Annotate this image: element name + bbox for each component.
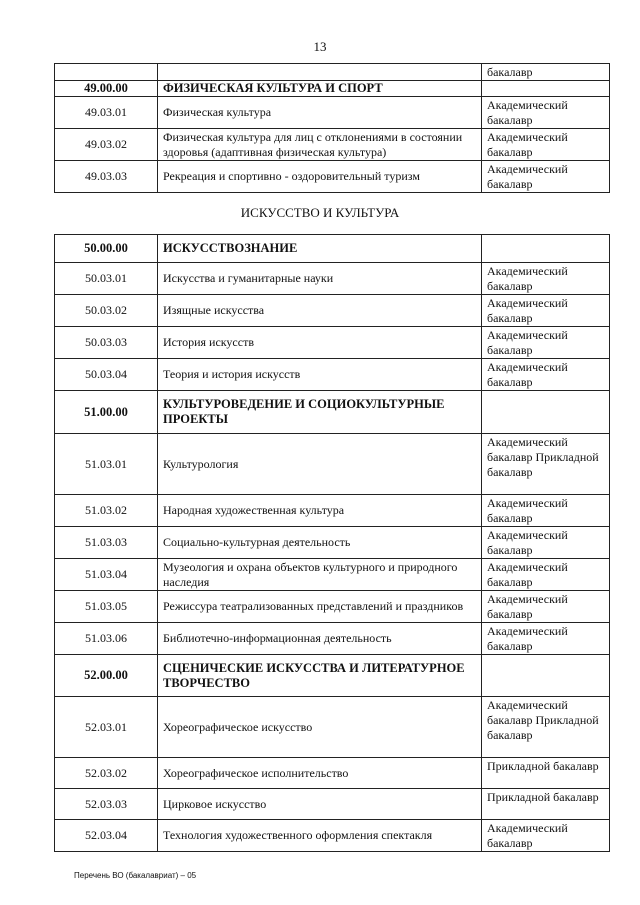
qualification-cell: Прикладной бакалавр — [482, 758, 610, 789]
table-row — [55, 495, 610, 527]
code-cell: 49.03.02 — [55, 129, 158, 161]
name-cell: Хореографическое исполнительство — [158, 758, 482, 789]
group-code-cell: 49.00.00 — [55, 81, 158, 97]
group-code-cell: 51.00.00 — [55, 391, 158, 434]
qualification-cell: Академический бакалавр — [482, 559, 610, 591]
group-name-cell: ИСКУССТВОЗНАНИЕ — [158, 235, 482, 263]
qualification-cell: Академический бакалавр Прикладной бакалавр — [482, 434, 610, 495]
qualification-cell: Прикладной бакалавр — [482, 789, 610, 820]
table-row — [55, 697, 610, 758]
qualification-cell: Академический бакалавр — [482, 359, 610, 391]
table-row — [55, 758, 610, 789]
qualification-cell: Академический бакалавр — [482, 161, 610, 193]
name-cell: Хореографическое искусство — [158, 697, 482, 758]
code-cell: 50.03.03 — [55, 327, 158, 359]
footer-note: Перечень ВО (бакалавриат) – 05 — [74, 871, 197, 880]
programs-table-sport — [54, 63, 610, 193]
table-row — [55, 263, 610, 295]
name-cell — [158, 64, 482, 81]
table-row — [55, 97, 610, 129]
name-cell: Физическая культура для лиц с отклонениями в состоянии здоровья (адаптивная физическая культура) — [158, 129, 482, 161]
code-cell: 52.03.01 — [55, 697, 158, 758]
code-cell: 52.03.04 — [55, 820, 158, 852]
group-name-cell: СЦЕНИЧЕСКИЕ ИСКУССТВА И ЛИТЕРАТУРНОЕ ТВОРЧЕСТВО — [158, 655, 482, 697]
name-cell: Библиотечно-информационная деятельность — [158, 623, 482, 655]
name-cell: Рекреация и спортивно - оздоровительный туризм — [158, 161, 482, 193]
table-row — [55, 623, 610, 655]
table-row — [55, 295, 610, 327]
table-row — [55, 591, 610, 623]
qualification-cell: Академический бакалавр — [482, 129, 610, 161]
group-name-cell: КУЛЬТУРОВЕДЕНИЕ И СОЦИОКУЛЬТУРНЫЕ ПРОЕКТЫ — [158, 391, 482, 434]
table-row-group — [55, 391, 610, 434]
code-cell: 51.03.02 — [55, 495, 158, 527]
code-cell: 51.03.04 — [55, 559, 158, 591]
table-row — [55, 359, 610, 391]
table-row — [55, 129, 610, 161]
qualification-cell: Академический бакалавр — [482, 591, 610, 623]
qualification-cell: Академический бакалавр — [482, 295, 610, 327]
table-row — [55, 559, 610, 591]
name-cell: Культурология — [158, 434, 482, 495]
page-number: 13 — [313, 39, 327, 54]
table-row — [55, 820, 610, 852]
code-cell: 51.03.03 — [55, 527, 158, 559]
qualification-cell: Академический бакалавр — [482, 527, 610, 559]
name-cell: Социально-культурная деятельность — [158, 527, 482, 559]
qualification-cell — [482, 391, 610, 434]
table-row — [55, 434, 610, 495]
code-cell: 50.03.02 — [55, 295, 158, 327]
group-name-cell: ФИЗИЧЕСКАЯ КУЛЬТУРА И СПОРТ — [158, 81, 482, 97]
name-cell: История искусств — [158, 327, 482, 359]
name-cell: Искусства и гуманитарные науки — [158, 263, 482, 295]
name-cell: Физическая культура — [158, 97, 482, 129]
qualification-cell: бакалавр — [482, 64, 610, 81]
qualification-cell: Академический бакалавр — [482, 263, 610, 295]
qualification-cell — [482, 655, 610, 697]
code-cell: 51.03.05 — [55, 591, 158, 623]
code-cell: 50.03.04 — [55, 359, 158, 391]
group-code-cell: 52.00.00 — [55, 655, 158, 697]
table-row — [55, 527, 610, 559]
qualification-cell: Академический бакалавр Прикладной бакалавр — [482, 697, 610, 758]
table-row — [55, 327, 610, 359]
table-row-group — [55, 655, 610, 697]
code-cell: 50.03.01 — [55, 263, 158, 295]
code-cell: 49.03.01 — [55, 97, 158, 129]
code-cell: 52.03.02 — [55, 758, 158, 789]
name-cell: Изящные искусства — [158, 295, 482, 327]
section-title: ИСКУССТВО И КУЛЬТУРА — [240, 205, 400, 220]
code-cell: 51.03.06 — [55, 623, 158, 655]
name-cell: Теория и история искусств — [158, 359, 482, 391]
table-row-group — [55, 235, 610, 263]
code-cell: 51.03.01 — [55, 434, 158, 495]
table-row-group — [55, 81, 610, 97]
code-cell: 49.03.03 — [55, 161, 158, 193]
qualification-cell: Академический бакалавр — [482, 97, 610, 129]
code-cell: 52.03.03 — [55, 789, 158, 820]
qualification-cell: Академический бакалавр — [482, 495, 610, 527]
table-row — [55, 789, 610, 820]
name-cell: Музеология и охрана объектов культурного и природного наследия — [158, 559, 482, 591]
group-code-cell: 50.00.00 — [55, 235, 158, 263]
programs-table-arts — [54, 234, 610, 852]
code-cell — [55, 64, 158, 81]
qualification-cell: Академический бакалавр — [482, 623, 610, 655]
name-cell: Технология художественного оформления спектакля — [158, 820, 482, 852]
qualification-cell: Академический бакалавр — [482, 820, 610, 852]
name-cell: Режиссура театрализованных представлений и праздников — [158, 591, 482, 623]
table-row-continuation — [55, 64, 610, 81]
qualification-cell — [482, 235, 610, 263]
name-cell: Народная художественная культура — [158, 495, 482, 527]
qualification-cell — [482, 81, 610, 97]
name-cell: Цирковое искусство — [158, 789, 482, 820]
qualification-cell: Академический бакалавр — [482, 327, 610, 359]
table-row — [55, 161, 610, 193]
